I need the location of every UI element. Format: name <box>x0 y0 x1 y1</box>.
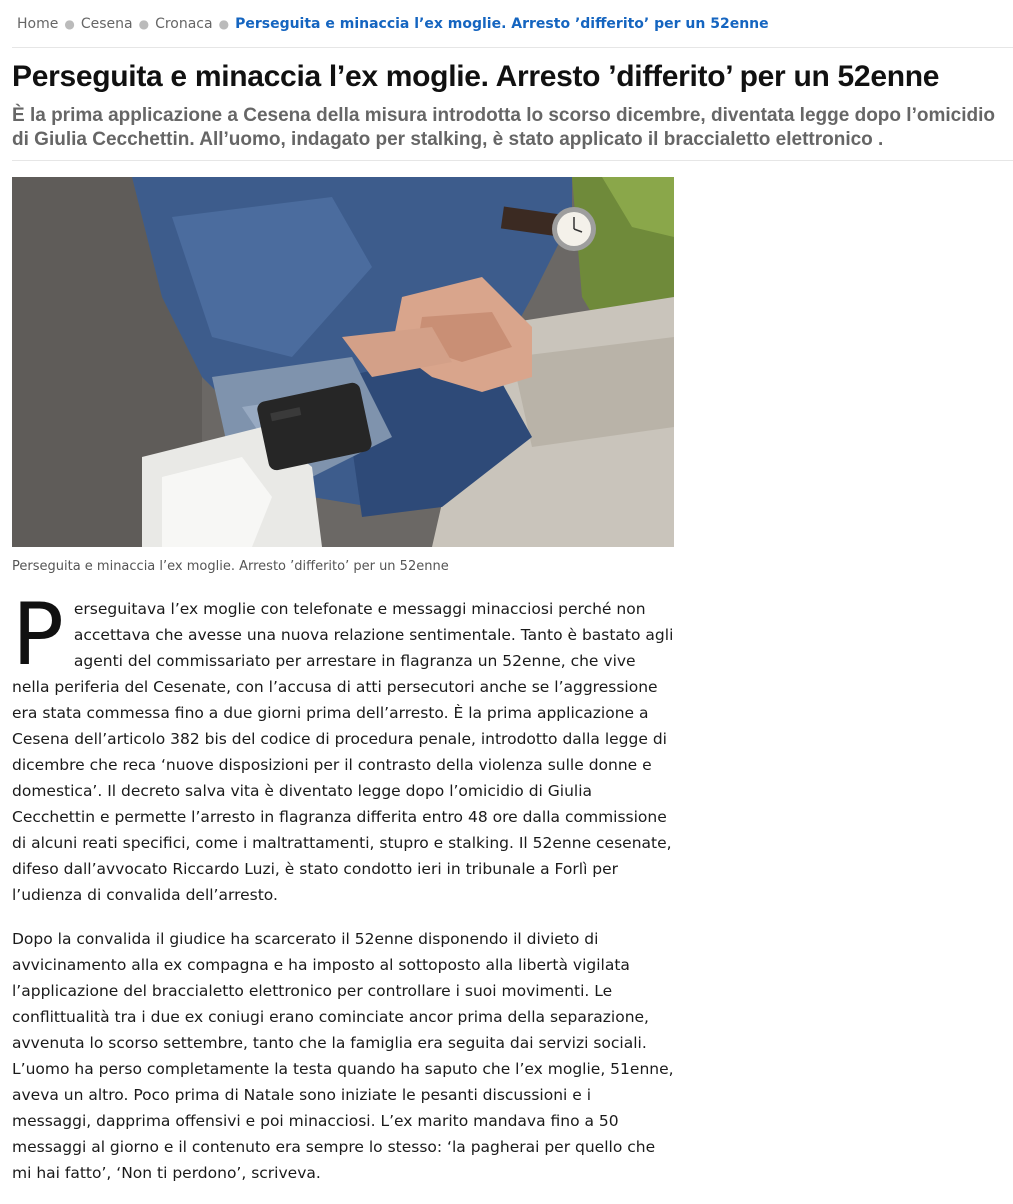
page <box>12 0 1013 1204</box>
breadcrumb-separator: ● <box>218 16 230 31</box>
article-body <box>12 585 674 1186</box>
article-figure <box>12 177 674 574</box>
article-photo <box>12 177 674 547</box>
dropcap: P <box>12 585 64 685</box>
breadcrumb-separator: ● <box>138 16 150 31</box>
breadcrumb-separator: ● <box>64 16 75 31</box>
breadcrumb-cesena[interactable]: Cesena <box>80 15 133 32</box>
breadcrumb-current: Perseguita e minaccia l’ex moglie. Arresto ’differito’ per un 52enne <box>235 15 769 32</box>
breadcrumb-cronaca[interactable]: Cronaca <box>155 15 213 32</box>
paragraph-text: erseguitava l’ex moglie con telefonate e messaggi minacciosi perché non accettava che avesse una nuova relazione sentimentale. Tanto è bastato agli agenti del commissariato per arrestare in flagranza un 52enne, che vive nella periferia del Cesenate, con l’accusa di atti persecutori anche se l’aggressione era stata commessa fino a due giorni prima dell’arresto. È la prima applicazione a Cesena dell’articolo 382 bis del codice di procedura penale, introdotto dalla legge di dicembre che reca ‘nuove disposizioni per il contrasto della violenza sulle donne e domestica’. Il decreto salva vita è diventato legge dopo l’omicidio di Giulia Cecchettin e permette l’arresto in flagranza differita entro 48 ore dalla commissione di alcuni reati specifici, come i maltrattamenti, stupro e stalking. Il 52enne cesenate, difeso dall’avvocato Riccardo Luzi, è stato condotto ieri in tribunale a Forlì per l’udienza di convalida dell’arresto. <box>12 600 674 904</box>
article-paragraph <box>12 585 674 908</box>
article-paragraph: Dopo la convalida il giudice ha scarcerato il 52enne disponendo il divieto di avvicinamento alla ex compagna e ha imposto al sottoposto alla libertà vigilata l’applicazione del braccialetto elettronico per controllare i suoi movimenti. Le conflittualità tra i due ex coniugi erano cominciate ancor prima della separazione, avvenuta lo scorso settembre, tanto che la famiglia era seguita dai servizi sociali. L’uomo ha perso completamente la testa quando ha saputo che l’ex moglie, 51enne, aveva un altro. Poco prima di Natale sono iniziate le pesanti discussioni e i messaggi, dapprima offensivi e poi minacciosi. L’ex marito mandava fino a 50 messaggi al giorno e il contenuto era sempre lo stesso: ‘la pagherai per quello che mi hai fatto’, ‘Non ti perdono’, scriveva. <box>12 930 674 1182</box>
article-subtitle: È la prima applicazione a Cesena della misura introdotta lo scorso dicembre, diventata legge dopo l’omicidio di Giulia Cecchettin. All’uomo, indagato per stalking, è stato applicato il braccialetto elettronico . <box>12 104 1013 161</box>
article-title: Perseguita e minaccia l’ex moglie. Arresto ’differito’ per un 52enne <box>12 60 940 93</box>
image-caption: Perseguita e minaccia l’ex moglie. Arresto ’differito’ per un 52enne <box>12 559 449 574</box>
breadcrumb <box>12 0 1013 48</box>
breadcrumb-home[interactable]: Home <box>17 15 59 32</box>
